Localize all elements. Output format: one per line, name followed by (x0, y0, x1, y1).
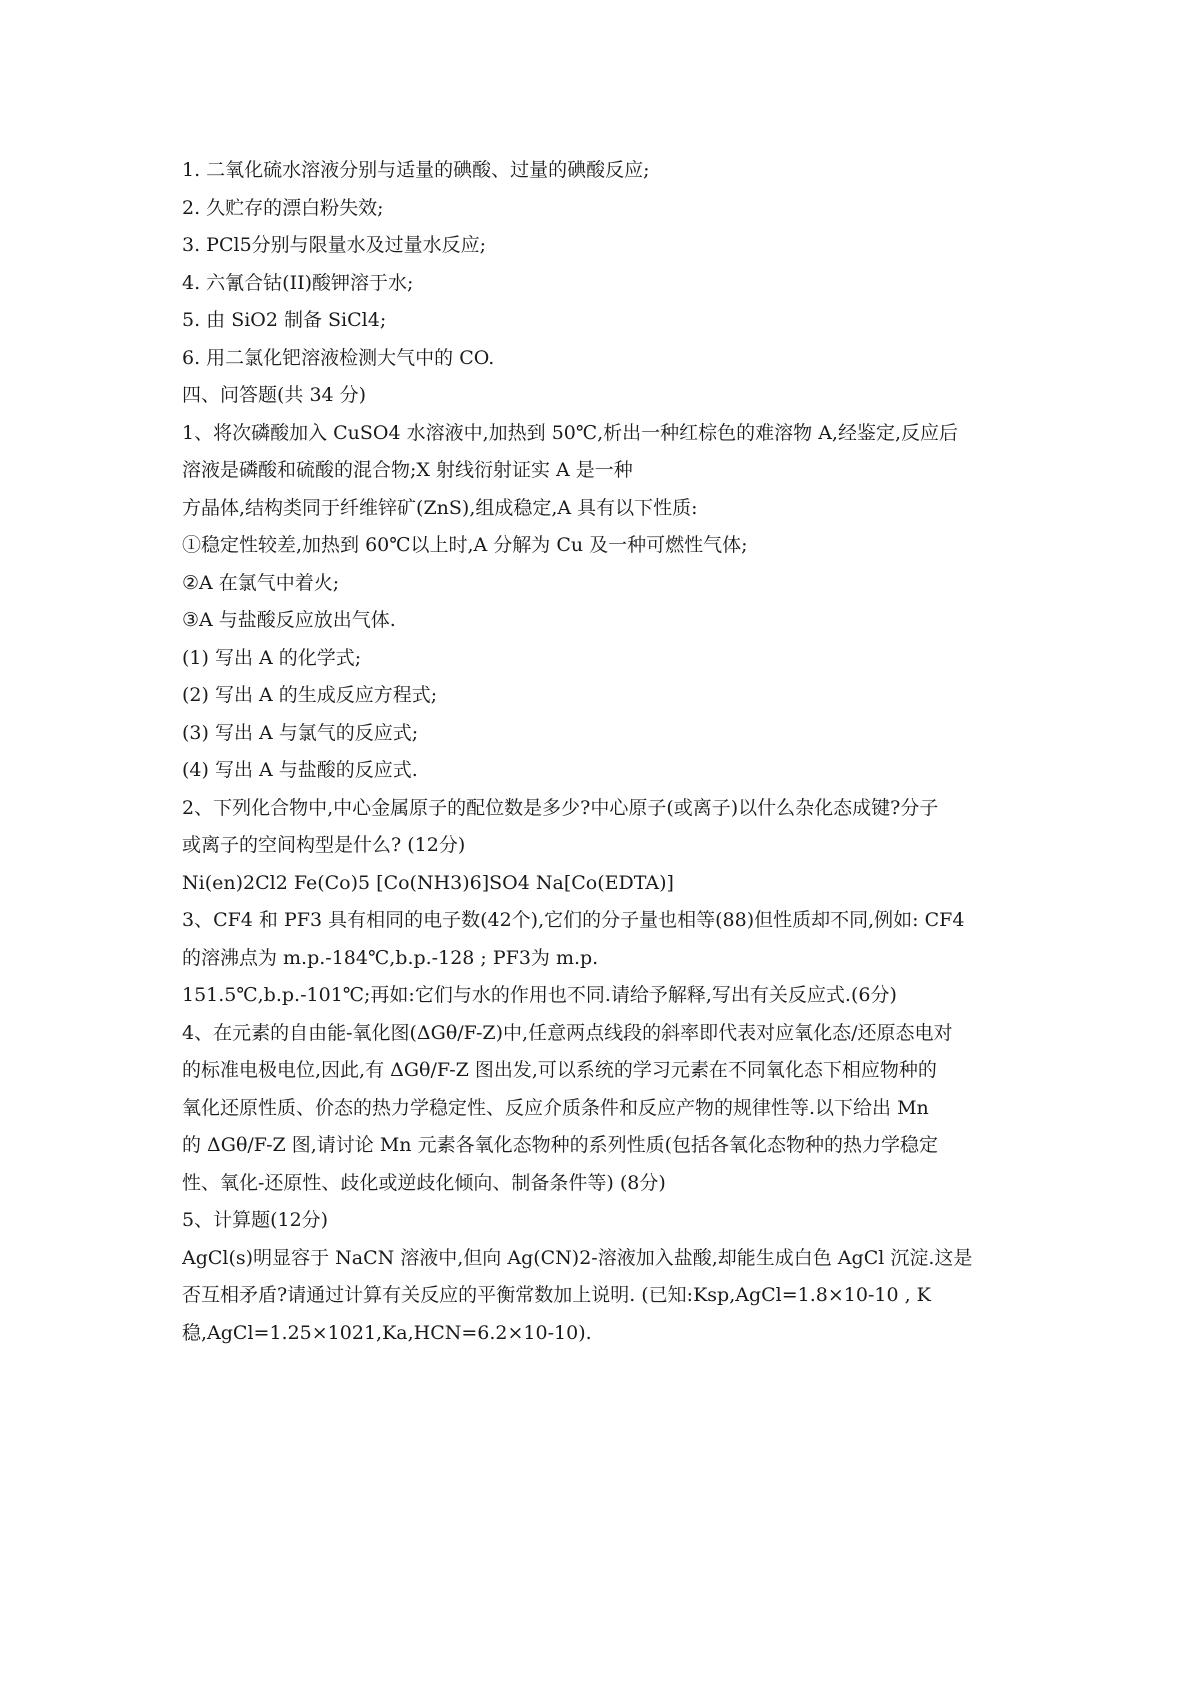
sub-question: (4) 写出 A 与盐酸的反应式. (182, 759, 418, 781)
question-4-text: 的标准电极电位,因此,有 ΔGθ/F-Z 图出发,可以系统的学习元素在不同氧化态下相应物种的 (182, 1059, 937, 1081)
list-item-5: 5. 由 SiO2 制备 SiCl4; (182, 309, 387, 331)
question-1-text: 1、将次磷酸加入 CuSO4 水溶液中,加热到 50℃,析出一种红棕色的难溶物 A,经鉴定,反应后 (182, 421, 959, 444)
sub-question: (2) 写出 A 的生成反应方程式; (182, 684, 438, 706)
list-item-2: 2. 久贮存的漂白粉失效; (182, 196, 384, 219)
question-3-text: 3、CF4 和 PF3 具有相同的电子数(42个),它们的分子量也相等(88)但性质却不同,例如: CF4 (182, 909, 965, 931)
question-3-text: 的溶沸点为 m.p.-184℃,b.p.-128 ; PF3为 m.p. (182, 946, 599, 969)
question-4-text: 性、氧化-还原性、歧化或逆歧化倾向、制备条件等) (8分) (182, 1171, 666, 1194)
question-2-text: 2、下列化合物中,中心金属原子的配位数是多少?中心原子(或离子)以什么杂化态成键?分子 (182, 796, 939, 819)
list-item-4: 4. 六氰合钴(II)酸钾溶于水; (182, 271, 414, 294)
question-1-text: 溶液是磷酸和硫酸的混合物;X 射线衍射证实 A 是一种 (182, 459, 633, 481)
document-body (182, 152, 1032, 1352)
property-item: ①稳定性较差,加热到 60℃以上时,A 分解为 Cu 及一种可燃性气体; (182, 534, 748, 556)
compound-list: Ni(en)2Cl2 Fe(Co)5 [Co(NH3)6]SO4 Na[Co(EDTA)] (182, 871, 674, 894)
list-item-6: 6. 用二氯化钯溶液检测大气中的 CO. (182, 346, 495, 369)
question-5-text: 稳,AgCl=1.25×1021,Ka,HCN=6.2×10-10). (182, 1321, 592, 1344)
sub-question: (1) 写出 A 的化学式; (182, 646, 362, 669)
question-5-text: AgCl(s)明显容于 NaCN 溶液中,但向 Ag(CN)2-溶液加入盐酸,却能生成白色 AgCl 沉淀.这是 (182, 1246, 973, 1269)
question-3-text: 151.5℃,b.p.-101℃;再如:它们与水的作用也不同.请给予解释,写出有关反应式.(6分) (182, 984, 897, 1006)
question-4-text: 的 ΔGθ/F-Z 图,请讨论 Mn 元素各氧化态物种的系列性质(包括各氧化态物种的热力学稳定 (182, 1134, 938, 1156)
property-item: ③A 与盐酸反应放出气体. (182, 609, 396, 631)
question-2-text: 或离子的空间构型是什么? (12分) (182, 834, 466, 856)
list-item-3: 3. PCl5分别与限量水及过量水反应; (182, 234, 487, 256)
question-1-text: 方晶体,结构类同于纤维锌矿(ZnS),组成稳定,A 具有以下性质: (182, 496, 698, 519)
list-item-1: 1. 二氧化硫水溶液分别与适量的碘酸、过量的碘酸反应; (182, 159, 650, 181)
question-4-text: 氧化还原性质、价态的热力学稳定性、反应介质条件和反应产物的规律性等.以下给出 Mn (182, 1096, 929, 1119)
question-4-text: 4、在元素的自由能-氧化图(ΔGθ/F-Z)中,任意两点线段的斜率即代表对应氧化态/还原态电对 (182, 1021, 953, 1044)
sub-question: (3) 写出 A 与氯气的反应式; (182, 721, 419, 744)
question-5-text: 否互相矛盾?请通过计算有关反应的平衡常数加上说明. (已知:Ksp,AgCl=1.8×10-10 , K (182, 1284, 931, 1306)
section-heading: 四、问答题(共 34 分) (182, 384, 367, 406)
property-item: ②A 在氯气中着火; (182, 571, 340, 594)
question-5-heading: 5、计算题(12分) (182, 1209, 329, 1231)
